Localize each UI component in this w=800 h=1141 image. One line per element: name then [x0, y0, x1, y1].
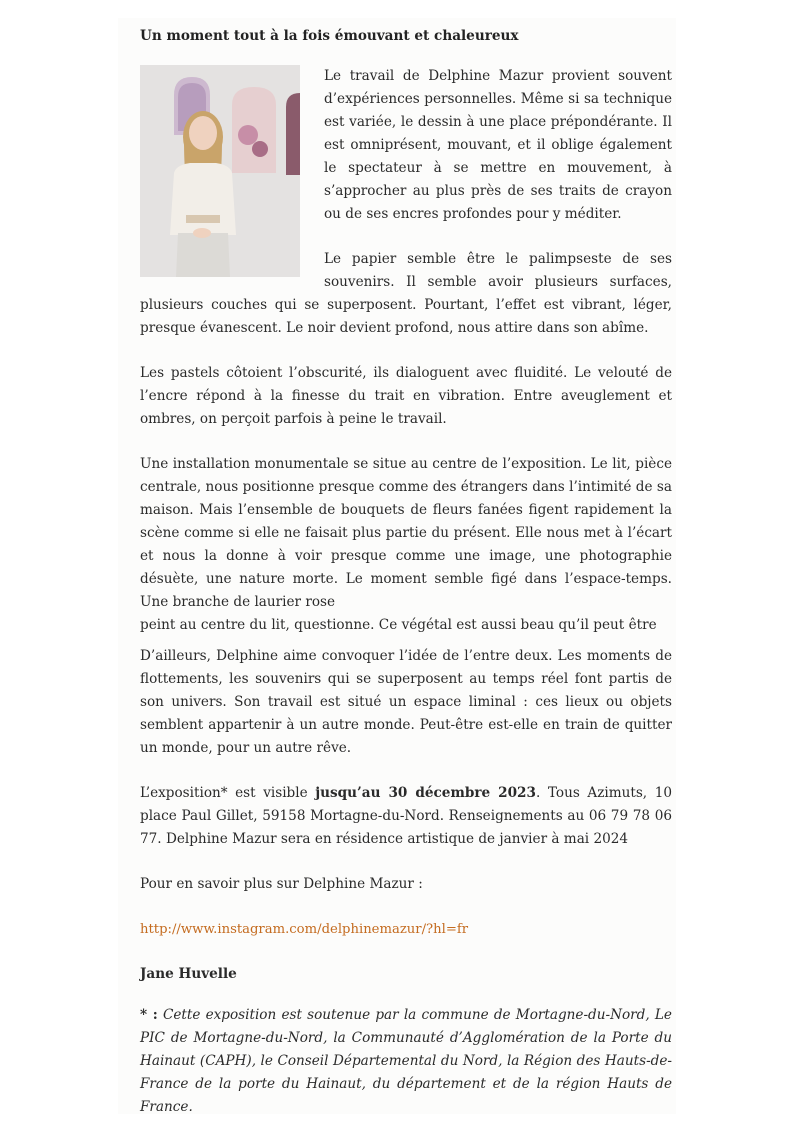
author-name: Jane Huvelle	[140, 966, 237, 982]
instagram-link-paragraph	[140, 918, 672, 941]
footnote-mark: * :	[140, 1007, 158, 1023]
exhibition-text-b: . Tous Azimuts, 10 place Paul Gillet, 59158 Mortagne-du-Nord. Renseignements au 06 79 78 06 77. Delphine Mazur sera en résidence artistique de janvier à mai 2024	[140, 785, 672, 847]
paragraph-4-cut-text: peint au centre du lit, questionne. Ce végétal est aussi beau qu’il peut être	[140, 617, 657, 633]
article-heading: Un moment tout à la fois émouvant et chaleureux	[140, 28, 519, 44]
page-break	[140, 637, 672, 641]
paragraph-exhibition	[140, 782, 672, 851]
paragraph-more-info: Pour en savoir plus sur Delphine Mazur :	[140, 876, 423, 892]
article-body	[140, 26, 672, 1141]
paragraph-2: Le papier semble être le palimpseste de ses souvenirs. Il semble avoir plusieurs surfaces, plusieurs couches qui se superposent. Pourtant, l’effet est vibrant, léger, presque évanescent. Le noir devient profond, nous attire dans son abîme.	[140, 251, 672, 336]
paragraph-4-cut-line	[140, 614, 672, 637]
artist-portrait-photo	[140, 65, 300, 277]
portrait-image	[140, 65, 300, 277]
instagram-link[interactable]: http://www.instagram.com/delphinemazur/?hl=fr	[140, 922, 469, 937]
exhibition-date: jusqu’au 30 décembre 2023	[315, 785, 536, 801]
footnote	[140, 1004, 672, 1119]
paragraph-4: Une installation monumentale se situe au centre de l’exposition. Le lit, pièce centrale, nous positionne presque comme des étrangers dans l’intimité de sa maison. Mais l’ensemble de bouquets de fleurs fanées figent rapidement la scène comme si elle ne faisait plus partie du présent. Elle nous met à l’écart et nous la donne à voir presque comme une image, une photographie désuète, une nature morte. Le moment semble figé dans l’espace-temps. Une branche de laurier rose	[140, 456, 672, 610]
paragraph-3: Les pastels côtoient l’obscurité, ils dialoguent avec fluidité. Le velouté de l’encre répond à la finesse du trait en vibration. Entre aveuglement et ombres, on perçoit parfois à peine le travail.	[140, 365, 672, 427]
exhibition-text-a: L’exposition* est visible	[140, 785, 316, 801]
paragraph-1: Le travail de Delphine Mazur provient souvent d’expériences personnelles. Même si sa technique est variée, le dessin à une place prépondérante. Il est omniprésent, mouvant, et il oblige également le spectateur à se mettre en mouvement, à s’approcher au plus près de ses traits de crayon ou de ses encres profondes pour y méditer.	[324, 68, 672, 222]
paragraph-5: D’ailleurs, Delphine aime convoquer l’idée de l’entre deux. Les moments de flottements, les souvenirs qui se superposent au temps réel font partis de son univers. Son travail est situé un espace liminal : ces lieux ou objets semblent appartenir à un autre monde. Peut-être est-elle en train de quitter un monde, pour un autre rêve.	[140, 648, 672, 756]
footnote-text: Cette exposition est soutenue par la commune de Mortagne-du-Nord, Le PIC de Mortagne-du-Nord, la Communauté d’Agglomération de la Porte du Hainaut (CAPH), le Conseil Départemental du Nord, la Région des Hauts-de-France de la porte du Hainaut, du département et de la région Hauts de France.	[140, 1007, 672, 1115]
